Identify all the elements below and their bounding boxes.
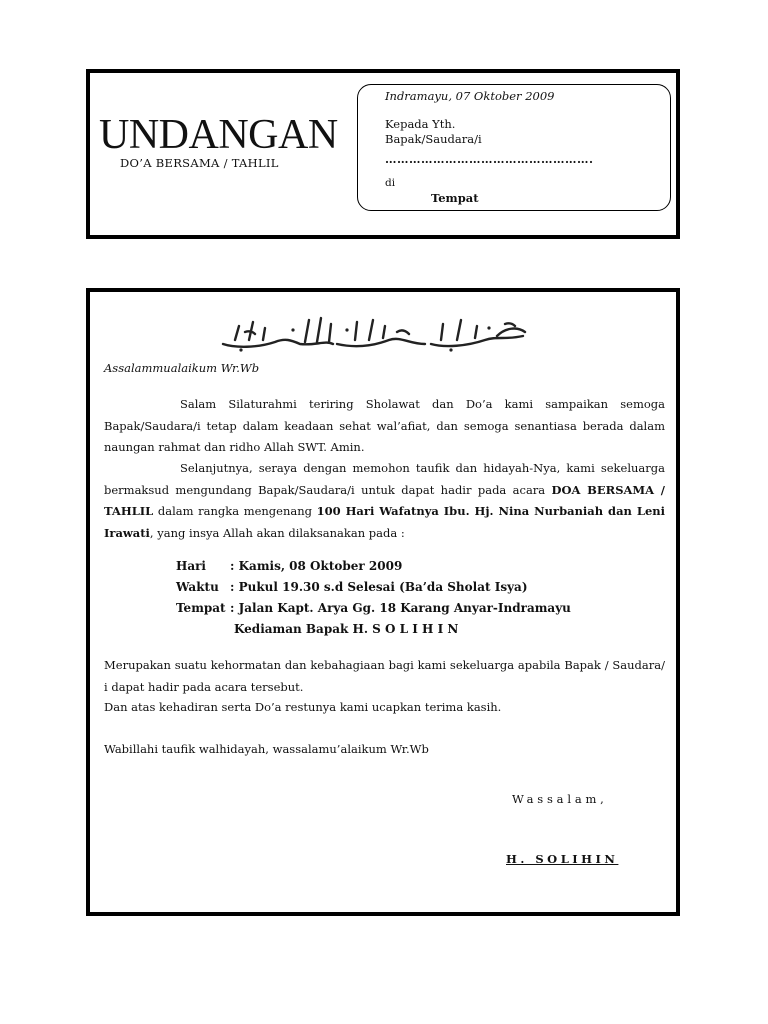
invitation-header	[86, 69, 680, 239]
paragraph-opening: Salam Silaturahmi teriring Sholawat dan Do’a kami sampaikan semoga Bapak/Saudara/i tetap dalam keadaan sehat wal’afiat, dan semoga senantiasa berada dalam naungan rahmat dan ridho Allah SWT. Amin.	[104, 397, 665, 454]
greeting: Assalammualaikum Wr.Wb	[104, 361, 260, 375]
bismillah-calligraphy-icon	[205, 310, 545, 354]
paragraph-invitation: Selanjutnya, seraya dengan memohon taufik dan hidayah-Nya, kami sekeluarga bermaksud mengundang Bapak/Saudara/i untuk dapat hadir pada acara DOA BERSAMA / TAHLIL dalam rangka mengenang 100 Hari Wafatnya Ibu. Hj. Nina Nurbaniah dan Leni Irawati, yang insya Allah akan dilaksanakan pada :	[104, 461, 665, 540]
detail-time: Waktu : Pukul 19.30 s.d Selesai (Ba’da Sholat Isya)	[176, 580, 528, 594]
closing-greeting: Wabillahi taufik walhidayah, wassalamu’alaikum Wr.Wb	[104, 742, 429, 756]
invitation-body	[86, 288, 680, 916]
paragraph-thanks: Dan atas kehadiran serta Do’a restunya kami ucapkan terima kasih.	[104, 700, 502, 714]
address-card	[357, 84, 671, 211]
address-to-label: Kepada Yth.	[385, 117, 456, 131]
address-recipient: Bapak/Saudara/i	[385, 132, 482, 146]
detail-day: Hari : Kamis, 08 Oktober 2009	[176, 559, 403, 573]
address-di: di	[385, 177, 396, 189]
address-place: Tempat	[431, 191, 479, 205]
paragraph-honor: Merupakan suatu kehormatan dan kebahagiaan bagi kami sekeluarga apabila Bapak / Saudara/ i dapat hadir pada acara tersebut.	[104, 658, 665, 694]
invitation-title: UNDANGAN	[99, 112, 338, 158]
invitation-subtitle: DO’A BERSAMA / TAHLIL	[120, 156, 279, 170]
address-date: Indramayu, 07 Oktober 2009	[385, 89, 555, 103]
address-blank-line: …………………………………………….	[385, 152, 594, 166]
wassalam: Wassalam,	[512, 792, 608, 806]
signature-name: H. SOLIHIN	[506, 852, 619, 866]
detail-place-residence: Kediaman Bapak H. S O L I H I N	[234, 622, 459, 636]
detail-place: Tempat : Jalan Kapt. Arya Gg. 18 Karang Anyar-Indramayu	[176, 601, 571, 615]
